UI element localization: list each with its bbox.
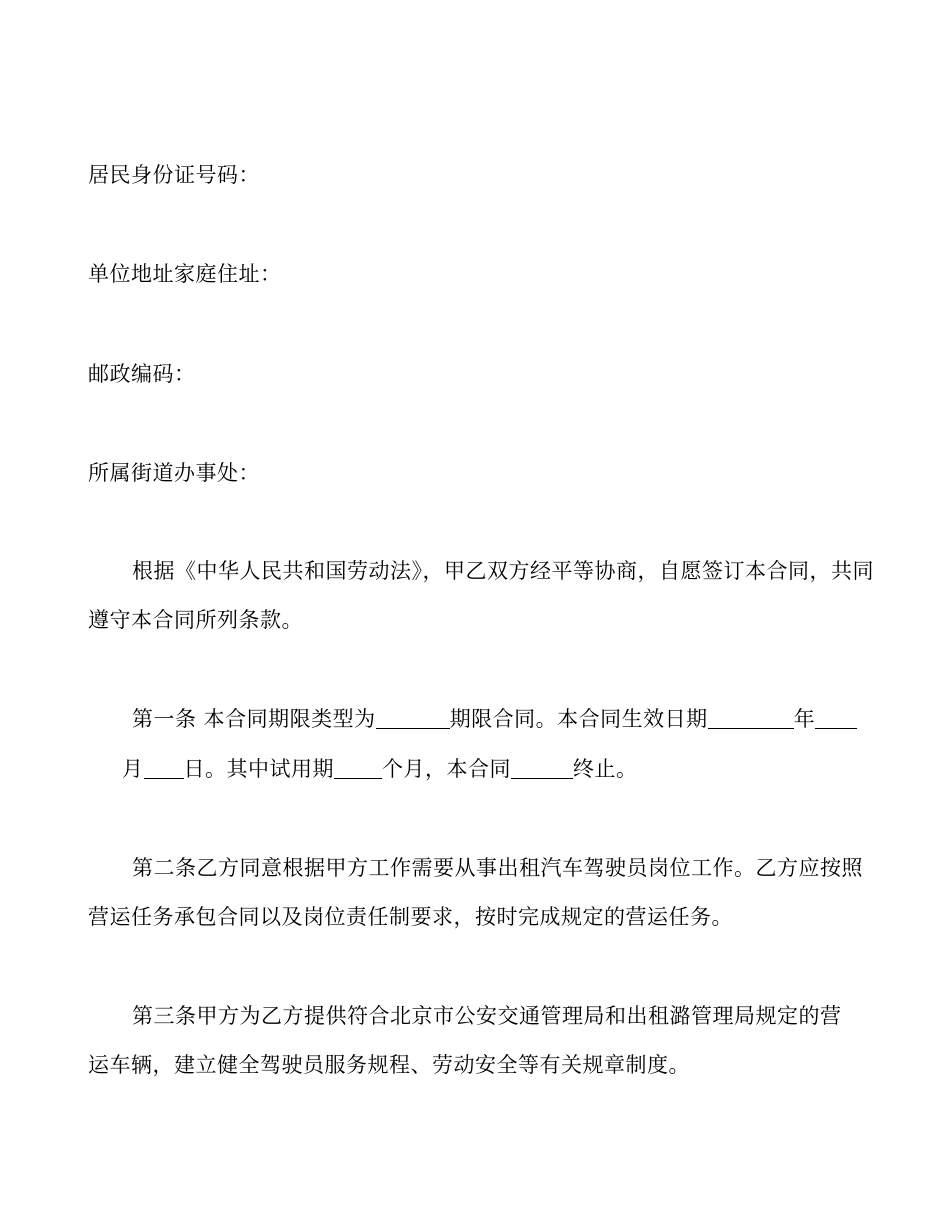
address-field: 单位地址家庭住址： — [88, 262, 282, 286]
article-2-line-2: 营运任务承包合同以及岗位责任制要求，按时完成规定的营运任务。 — [88, 905, 733, 929]
trial-months-blank[interactable] — [334, 756, 382, 779]
id-number-field: 居民身份证号码： — [88, 163, 260, 187]
terminate-text: 终止。 — [573, 757, 638, 781]
effective-day-blank[interactable] — [144, 756, 184, 779]
termination-date-blank[interactable] — [511, 756, 573, 779]
effective-month-blank[interactable] — [815, 706, 857, 729]
preamble-line-2: 遵守本合同所列条款。 — [88, 608, 303, 632]
subdistrict-office-field: 所属街道办事处： — [88, 461, 260, 485]
preamble-line-1: 根据《中华人民共和国劳动法》，甲乙双方经平等协商，自愿签订本合同，共同 — [132, 559, 874, 583]
article-3-line-2: 运车辆，建立健全驾驶员服务规程、劳动安全等有关规章制度。 — [88, 1053, 690, 1077]
article-1-prefix: 第一条 本合同期限类型为 — [132, 707, 376, 731]
contract-type-blank[interactable] — [376, 706, 450, 729]
article-2-line-1: 第二条乙方同意根据甲方工作需要从事出租汽车驾驶员岗位工作。乙方应按照 — [132, 856, 863, 880]
months-end-text: 个月，本合同 — [382, 757, 511, 781]
article-1-line-2 — [122, 754, 638, 784]
month-label: 月 — [122, 757, 144, 781]
article-1-term-text: 期限合同。本合同生效日期 — [449, 707, 708, 731]
year-label: 年 — [793, 707, 816, 731]
article-1-line-1 — [132, 704, 857, 734]
article-3-line-1: 第三条甲方为乙方提供符合北京市公安交通管理局和出租潞管理局规定的营 — [132, 1004, 842, 1028]
effective-year-blank[interactable] — [708, 706, 794, 729]
postal-code-field: 邮政编码： — [88, 362, 196, 386]
trial-period-text: 日。其中试用期 — [183, 757, 334, 781]
